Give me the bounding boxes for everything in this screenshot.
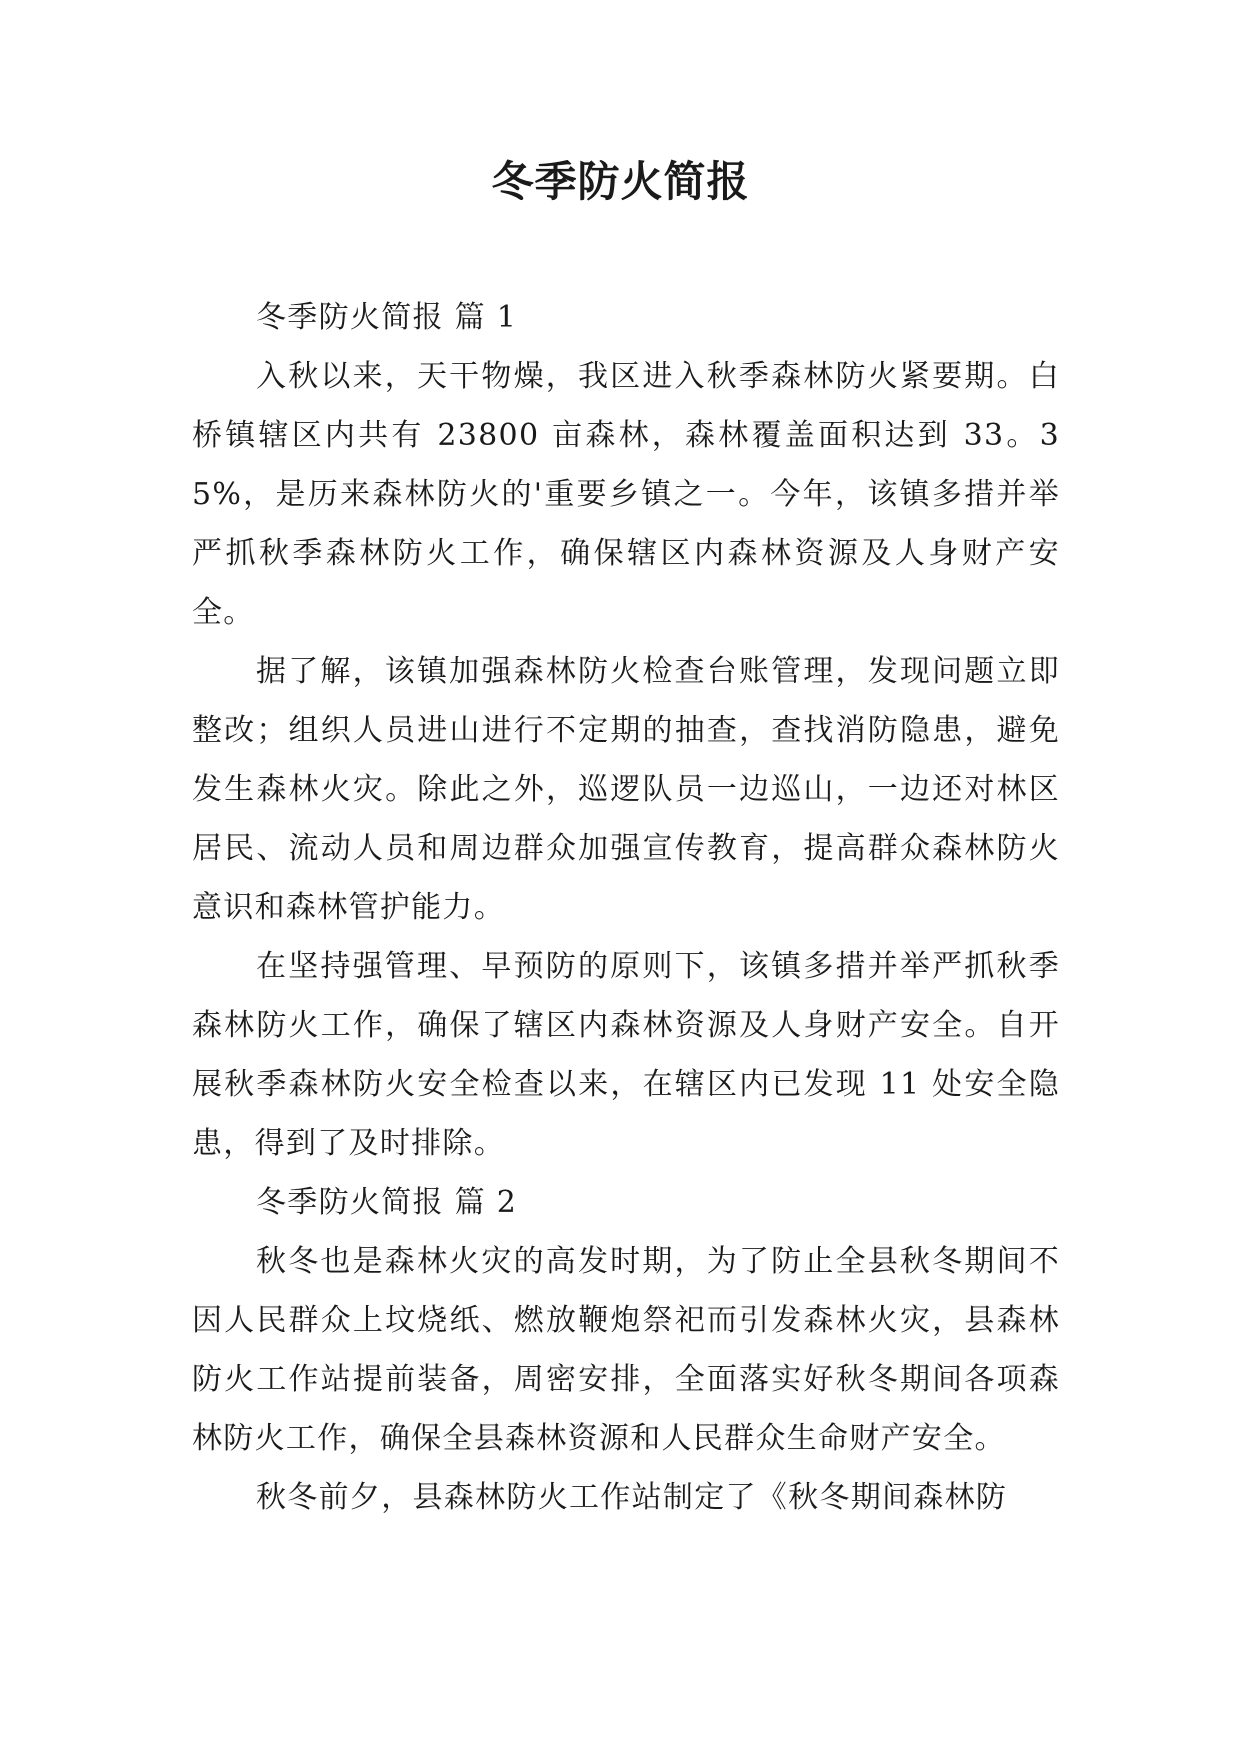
- paragraph: 在坚持强管理、早预防的原则下，该镇多措并举严抓秋季森林防火工作，确保了辖区内森林资源及人身财产安全。自开展秋季森林防火安全检查以来，在辖区内已发现 11 处安全隐患，得到了及时排除。: [192, 949, 1060, 1161]
- paragraph: 秋冬也是森林火灾的高发时期，为了防止全县秋冬期间不因人民群众上坟烧纸、燃放鞭炮祭祀而引发森林火灾，县森林防火工作站提前装备，周密安排，全面落实好秋冬期间各项森林防火工作，确保全县森林资源和人民群众生命财产安全。: [192, 1244, 1060, 1456]
- paragraph: 入秋以来，天干物燥，我区进入秋季森林防火紧要期。白桥镇辖区内共有 23800 亩森林，森林覆盖面积达到 33。35%，是历来森林防火的'重要乡镇之一。今年，该镇多措并举严抓秋季森林防火工作，确保辖区内森林资源及人身财产安全。: [192, 359, 1060, 630]
- document-title: 冬季防火简报: [491, 157, 750, 206]
- section-heading: 冬季防火简报 篇 1: [256, 300, 518, 335]
- paragraph: 据了解，该镇加强森林防火检查台账管理，发现问题立即整改；组织人员进山进行不定期的抽查，查找消防隐患，避免发生森林火灾。除此之外，巡逻队员一边巡山，一边还对林区居民、流动人员和周边群众加强宣传教育，提高群众森林防火意识和森林管护能力。: [192, 654, 1060, 925]
- paragraph: 秋冬前夕，县森林防火工作站制定了《秋冬期间森林防: [256, 1480, 1008, 1515]
- document-body: [192, 288, 1060, 1527]
- section-heading: 冬季防火简报 篇 2: [256, 1185, 518, 1220]
